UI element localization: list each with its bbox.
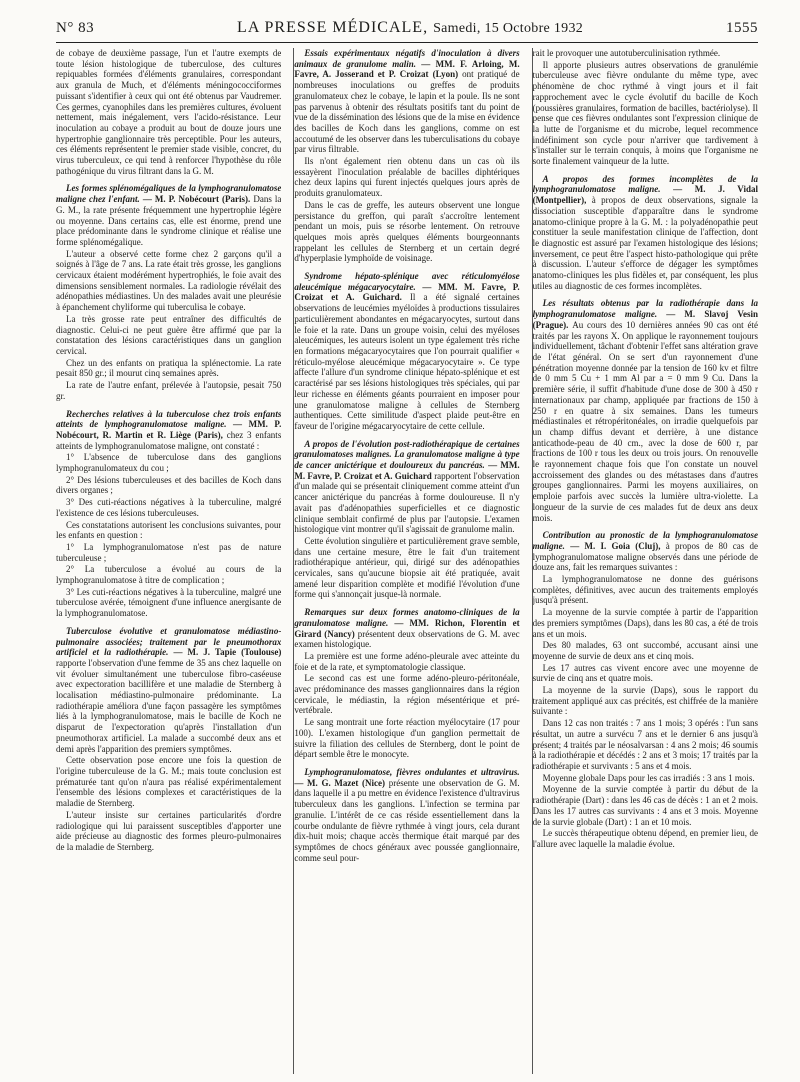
section-heading — [56, 626, 281, 754]
section-title: Syndrome hépato-splénique avec réticulomyélose aleucémique mégacaryocytaire. — [294, 271, 520, 292]
list-item: 2° Des lésions tuberculeuses et des bacilles de Koch dans divers organes ; — [56, 474, 282, 496]
section-title: A propos de l'évolution post-radiothérapique de certaines granulomatoses malignes. La granulomatose maligne à type de cancer anictérique et douloureux du pancréas. — [294, 438, 520, 471]
section-title: Recherches relatives à la tuberculose chez trois enfants atteints de lymphogranulomatose maligne. — [56, 408, 282, 430]
article-columns — [56, 48, 758, 1078]
section-authors: — M. P. Nobécourt (Paris). — [142, 194, 251, 205]
paragraph: Au cours des 10 dernières années 90 cas ont été traités par les rayons X. On applique le rayonnement toujours individuellement, tâchant d'obtenir l'effet sans altération grave de l'état général. On se sert d'un rayonnement d'une pénétration moyenne donnée par la tension de 160 kv et filtre de 0 mm 5 Cu + 1 mm Al par a = 0 mm 9 Cu. Dans la première série, il suffit d'habitude d'une dose de 300 à 450 r internationaux par champ, appliquée par fractions de 150 à 250 r en quatre à six semaines. Dans les tumeurs médiastinales et rétropéritonéales, on irradie quelquefois par un champ diffus devant et derrière, à une distance anticathode-peau de 40 cm., avec la dose de 600 r, par fractions de 100 r tous les deux ou trois jours. On renouvelle le rayonnement chaque fois que l'on constate un nouvel accroissement des glandes ou des métastases dans d'autres groupes ganglionnaires. Parmi les moyens auxiliaires, on emploie parfois avec succès la lumière ultra-violette. La longueur de la survie de ces malades fut de deux ans deux mois. — [532, 319, 758, 523]
section-title: Lymphogranulomatose, fièvres ondulantes et ultravirus. — [304, 767, 520, 777]
paragraph: Dans le cas de greffe, les auteurs observent une longue persistance du greffon, qui paraît s'accroître lentement pendant un mois, puis se résorbe lentement. On retrouve quelques mois après quelques éléments bourgeonnants rappelant les cellules de Sternberg et un certain degré d'hyperplasie lymphoïde de voisinage. — [294, 199, 520, 264]
paragraph: La première est une forme adéno-pleurale avec atteinte du foie et de la rate, et symptomatologie classique. — [294, 650, 520, 672]
section-title: Tuberculose évolutive et granulomatose médiastino-pulmonaire associées; traitement par le pneumothorax artificiel et la radiothérapie. — [56, 625, 282, 658]
section-authors: — MM. P. Nobécourt, R. Martin et R. Liège (Paris), — [56, 419, 282, 440]
section-prognosis — [533, 530, 758, 849]
section-heading — [294, 607, 519, 650]
paragraph: Ils n'ont également rien obtenu dans un cas où ils essayèrent l'inoculation préalable de bacilles diphtériques chez deux lapins qui furent injectés quelques jours après de produits granulomateux. — [294, 156, 520, 199]
paragraph: La lymphogranulomatose ne donne des guérisons complètes, définitives, avec aucun des traitements employés jusqu'à présent. — [532, 574, 758, 606]
paragraph: ont pratiqué de nombreuses inoculations ou greffes de produits granulomateux chez le cobaye, le lapin et la poule. Ils ne sont pas parvenus à obtenir des résultats positifs tant du point de vue de la dissémination des lésions que de la mise en évidence des bacilles de Koch dans les ganglions, comme on est accoutumé de les observer dans les tuberculisations du cobaye par virus filtrable. — [294, 69, 520, 155]
paragraph: Ces constatations autorisent les conclusions suivantes, pour les enfants en question : — [56, 519, 282, 541]
paragraph: Cette observation pose encore une fois la question de l'origine tuberculeuse de la G. M.; mais toute conclusion est prématurée tant qu'on n'aura pas réalisé expérimentalement l'ensemble des lésions complexes et caractéristiques de la maladie de Sternberg. — [56, 755, 282, 809]
column-2 — [293, 48, 519, 1074]
section-inoculation-trials — [294, 48, 519, 264]
journal-name: LA PRESSE MÉDICALE, — [237, 19, 429, 36]
section-title: Remarques sur deux formes anatomo-cliniques de la granulomatose maligne. — [294, 607, 520, 628]
section-heading — [294, 48, 519, 155]
paragraph: Cette évolution singulière et particulièrement grave semble, dans une certaine mesure, être le fait d'un traitement radiothérapique antérieur, qui, dirigé sur des adénopathies cervicales, sans qu'aucune biopsie ait été pratiquée, avait amené leur disparition complète et modifié l'évolution d'une forme qui s'annonçait jusque-là normale. — [294, 535, 520, 600]
paragraph: Le sang montrait une forte réaction myélocytaire (17 pour 100). L'examen histologique d'un ganglion permettait de suivre la filiation des cellules de Sternberg, dont le point de départ semble être le monocyte. — [294, 717, 520, 760]
section-heading — [533, 530, 758, 573]
section-incomplete-forms — [533, 174, 758, 292]
column-1 — [56, 48, 281, 1074]
section-title: Essais expérimentaux négatifs d'inoculation à divers animaux de granulome malin. — [294, 48, 520, 69]
section-title: Les résultats obtenus par la radiothérapie dans la lymphogranulomatose maligne. — [532, 298, 758, 320]
section-authors: — M. J. Tapie (Toulouse) — [173, 647, 282, 658]
paragraph: à propos de 80 cas de lymphogranulomatose maligne observés dans une période de douze ans, fait les remarques suivantes : — [532, 540, 758, 573]
issue-date: Samedi, 15 Octobre 1932 — [433, 21, 584, 36]
section-authors: — M. J. Vidal (Montpellier), — [532, 184, 758, 206]
paragraph: rapportent l'observation d'un malade qui se présentait cliniquement comme atteint d'un cancer anictérique du pancréas à forme douloureuse. Il n'y avait pas d'adénopathies superficielles et ce diagnostic clinique semblait confirmé de plus par l'autopsie. L'examen histologique vint montrer qu'il s'agissait de granulome malin. — [294, 470, 520, 535]
paragraph: chez 3 enfants atteints de lymphogranulomatose maligne, ont constaté : — [56, 429, 282, 451]
paragraph: Il apporte plusieurs autres observations de granulémie tuberculeuse avec fièvre ondulante du même type, avec phénomène de choc rythmé à vingt jours et il fait rapprochement avec le cycle évolutif du bacille de Koch (poussières granulaires, formation de bacilles, bactériolyse). Il pense que ces fièvres ondulantes sont l'expression clinique de la lutte de l'organisme et du microbe, lequel recommence indéfiniment son cycle pour n'arriver que tardivement à s'installer sur le terrain conquis, à moins que l'organisme ne sorte finalement vainqueur de la lutte. — [532, 59, 758, 167]
section-title: Contribution au pronostic de la lymphogranulomatose maligne. — [532, 530, 758, 551]
paragraph: Moyenne globale Daps pour les cas irradiés : 3 ans 1 mois. — [542, 772, 755, 783]
paragraph: Chez un des enfants on pratiqua la splénectomie. La rate pesait 850 gr.; il mourut cinq semaines après. — [56, 357, 282, 379]
section-authors: — MM. M. Favre, P. Croizat et A. Guichard — [294, 460, 520, 481]
section-splenomegalic-forms — [56, 183, 281, 401]
section-heading — [56, 183, 281, 247]
paragraph: La moyenne de la survie (Daps), sous le rapport du traitement appliqué aux cas précités, est chiffrée de la manière suivante : — [532, 685, 758, 717]
section-heading — [294, 271, 519, 432]
section-authors: — M. Slavoj Vesin (Prague). — [532, 309, 758, 330]
paragraph: Le succès thérapeutique obtenu dépend, en premier lieu, de l'allure avec laquelle la maladie évolue. — [532, 828, 758, 849]
paragraph: Dans la G. M., la rate présente fréquemment une hypertrophie légère ou moyenne. Dans certains cas, elle est énorme, prend une place prédominante dans le syndrome clinique et réalise une forme splénomégalique. — [56, 194, 282, 247]
section-authors: — MM. F. Arloing, M. Favre, A. Josserand et P. Croizat (Lyon) — [294, 58, 520, 80]
paragraph: de cobaye de deuxième passage, l'un et l'autre exempts de toute lésion histologique de tuberculose, des cultures repiquables formées d'éléments granulaires, correspondant aux granula de Much, et d'éléments méningococciformes puissant s'identifier à ceux qui ont été obtenus par Vaudremer. Ces germes, cyanophiles dans les premières cultures, évoluent nettement, mais inégalement, vers l'acido-résistance. Leur inoculation au cobaye a produit au bout de douze jours une hypertrophie ganglionnaire très perceptible. Pour les auteurs, ces éléments représentent le premier stade visible, concret, du virus tuberculeux, ce qui tend à renforcer l'hypothèse du rôle pathogénique du virus filtrant dans la G. M. — [56, 48, 282, 176]
section-two-forms — [294, 607, 519, 760]
section-heading — [533, 298, 758, 523]
paragraph: Le second cas est une forme adéno-pleuro-péritonéale, avec prédominance des masses ganglionnaires dans la région cervicale, le médiastin, la région mésentérique et pré-vertébrale. — [294, 673, 520, 716]
section-heading — [56, 409, 281, 452]
section-authors: — M. I. Goia (Cluj), — [570, 540, 661, 551]
section-heading — [533, 174, 758, 292]
list-item: 1° L'absence de tuberculose dans des ganglions lymphogranulomateux du cou ; — [56, 452, 282, 474]
section-heading — [294, 439, 519, 535]
paragraph: Il a été signalé certaines observations de leucémies myéloïdes à productions tissulaires particulièrement abondantes en mégacaryocytes, surtout dans le foie et la rate. Dans un groupe voisin, celui des myéloses aleucémiques, les auteurs isolent un type également très riche en formations mégacaryocytaires que l'on pourrait qualifier « réticulo-myélose aleucémique mégacaryocytaire ». Ce type affecte l'allure d'un syndrome clinique hépato-splénique et est caractérisé par ses lésions histologiques très spéciales, qui par leur richesse en éléments géants pourraient en imposer pour une granulomatose maligne à cellules de Sternberg authentiques. Cette similitude d'aspect plaide peut-être en faveur de l'origine mégacaryocytaire de cette cellule. — [294, 292, 520, 431]
paragraph: Moyenne de la survie comptée à partir du début de la radiothérapie (Dart) : dans les 46 cas de décès : 1 an et 2 mois. Dans les 17 autres cas survivants : 4 ans et 3 mois. Moyenne de la survie globale (Dart) : 1 an et 10 mois. — [532, 784, 758, 827]
paragraph: La très grosse rate peut entraîner des difficultés de diagnostic. Celui-ci ne peut guère être affirmé que par la constatation des lésions caractéristiques dans un ganglion cervical. — [56, 313, 282, 356]
journal-title — [237, 19, 583, 37]
section-authors: — MM. Richon, Florentin et Girard (Nancy) — [294, 617, 520, 639]
paragraph: La rate de l'autre enfant, prélevée à l'autopsie, pesait 750 gr. — [56, 380, 282, 401]
section-radiotherapy-results — [533, 298, 758, 523]
paragraph: présentent deux observations de G. M. avec examen histologique. — [294, 628, 520, 650]
page-number: 1555 — [726, 19, 758, 36]
list-item: 1° La lymphogranulomatose n'est pas de nature tuberculeuse ; — [56, 541, 282, 563]
list-item: 3° Les cuti-réactions négatives à la tuberculine, malgré une tuberculose avérée, témoignent d'une influence anergisante de la lymphogranulomatose. — [56, 586, 282, 619]
paragraph: rapporte l'observation d'une femme de 35 ans chez laquelle on vit évoluer simultanément une tuberculose fibro-caséeuse avec expectoration bacillifère et une maladie de Sternberg à localisation médiastino-pulmonaire prédominante. La radiothérapie améliora d'une façon passagère les symptômes liés à la lymphogranulomatose, mais le bacille de Koch ne disparut de l'expectoration qu'après l'installation d'un pneumothorax artificiel. La malade a succombé deux ans et demi après l'apparition des premiers symptômes. — [56, 657, 282, 754]
section-hepato-splenic — [294, 271, 519, 432]
paragraph: L'auteur a observé cette forme chez 2 garçons qu'il a soignés à l'âge de 7 ans. La rate était très grosse, les ganglions cervicaux étaient modérément hypertrophiés, le foie avait des dimensions sensiblement normales. La radiologie révélait des adénopathies médiastines. Un des malades avait une pleurésie à épanchement chyliforme qui tuberculisa le cobaye. — [56, 248, 282, 313]
section-authors: — M. G. Mazet (Nice) — [294, 777, 386, 788]
paragraph: Des 80 malades, 63 ont succombé, accusant ainsi une moyenne de survie de deux ans et cinq mois. — [532, 640, 758, 661]
paragraph: à propos de deux observations, signale la dissociation susceptible d'apparaître dans le syndrome anatomo-clinique propre à la G. M. : la polyadénopathie peut constituer la seule manifestation clinique de l'affection, dont le diagnostic est assuré par l'examen histologique des lésions; inversement, ce peut être l'aspect histo-pathologique qui prête à discussion. L'auteur s'efforce de dégager les symptômes anatomo-cliniques les plus fidèles et, par conséquent, les plus utiles au diagnostic de ces formes incomplètes. — [532, 195, 758, 291]
list-item: 3° Des cuti-réactions négatives à la tuberculine, malgré l'existence de ces lésions tuberculeuses. — [56, 497, 282, 518]
paragraph: présente une observation de G. M. dans laquelle il a pu mettre en évidence l'existence d'ultravirus tuberculeux dans les ganglions. L'infection se termina par granulie. L'intérêt de ce cas réside essentiellement dans la courbe ondulante de fièvre rythmée à vingt jours, cela durant dix-huit mois; chaque accès thermique était marqué par des symptômes de chocs généraux avec poussée ganglionnaire, comme seul pour- — [294, 777, 520, 863]
section-authors: — MM. M. Favre, P. Croizat et A. Guichard. — [294, 281, 520, 303]
section-title: Les formes splénomégaliques de la lymphogranulomatose maligne chez l'enfant. — [56, 183, 282, 205]
paragraph: rait le provoquer une autotuberculinisation rythmée. — [532, 48, 721, 58]
issue-number: N° 83 — [56, 19, 95, 36]
paragraph: La moyenne de la survie comptée à partir de l'apparition des premiers symptômes (Daps), dans les 80 cas, a été de trois ans et un mois. — [532, 607, 758, 639]
section-undulant-fever — [294, 767, 519, 863]
section-tuberculosis-children — [56, 409, 281, 619]
paragraph: Les 17 autres cas vivent encore avec une moyenne de survie de cinq ans et quatre mois. — [532, 662, 758, 684]
list-item: 2° La tuberculose a évolué au cours de la lymphogranulomatose à titre de complication ; — [56, 564, 282, 586]
column-3 — [532, 48, 758, 1074]
section-post-radiotherapy — [294, 439, 519, 601]
paragraph: L'auteur insiste sur certaines particularités d'ordre radiologique qui lui paraissent susceptibles d'apporter une aide précieuse au diagnostic des formes pleuro-pulmonaires de la maladie de Sternberg. — [56, 809, 282, 852]
paragraph: Dans 12 cas non traités : 7 ans 1 mois; 3 opérés : l'un sans résultat, un autre a survécu 7 ans et le dernier 6 ans jusqu'à présent; 4 traités par le néosalvarsan : 4 ans 2 mois; 46 soumis à la radiothérapie et décédés : 2 ans et 3 mois; 17 traités par la radiothérapie et survivants : 5 ans et 4 mois. — [532, 718, 758, 771]
section-heading — [294, 767, 519, 863]
page-header — [56, 14, 758, 43]
section-title: A propos des formes incomplètes de la lymphogranulomatose maligne. — [532, 173, 758, 195]
section-mediastino-pulmonary — [56, 626, 281, 853]
